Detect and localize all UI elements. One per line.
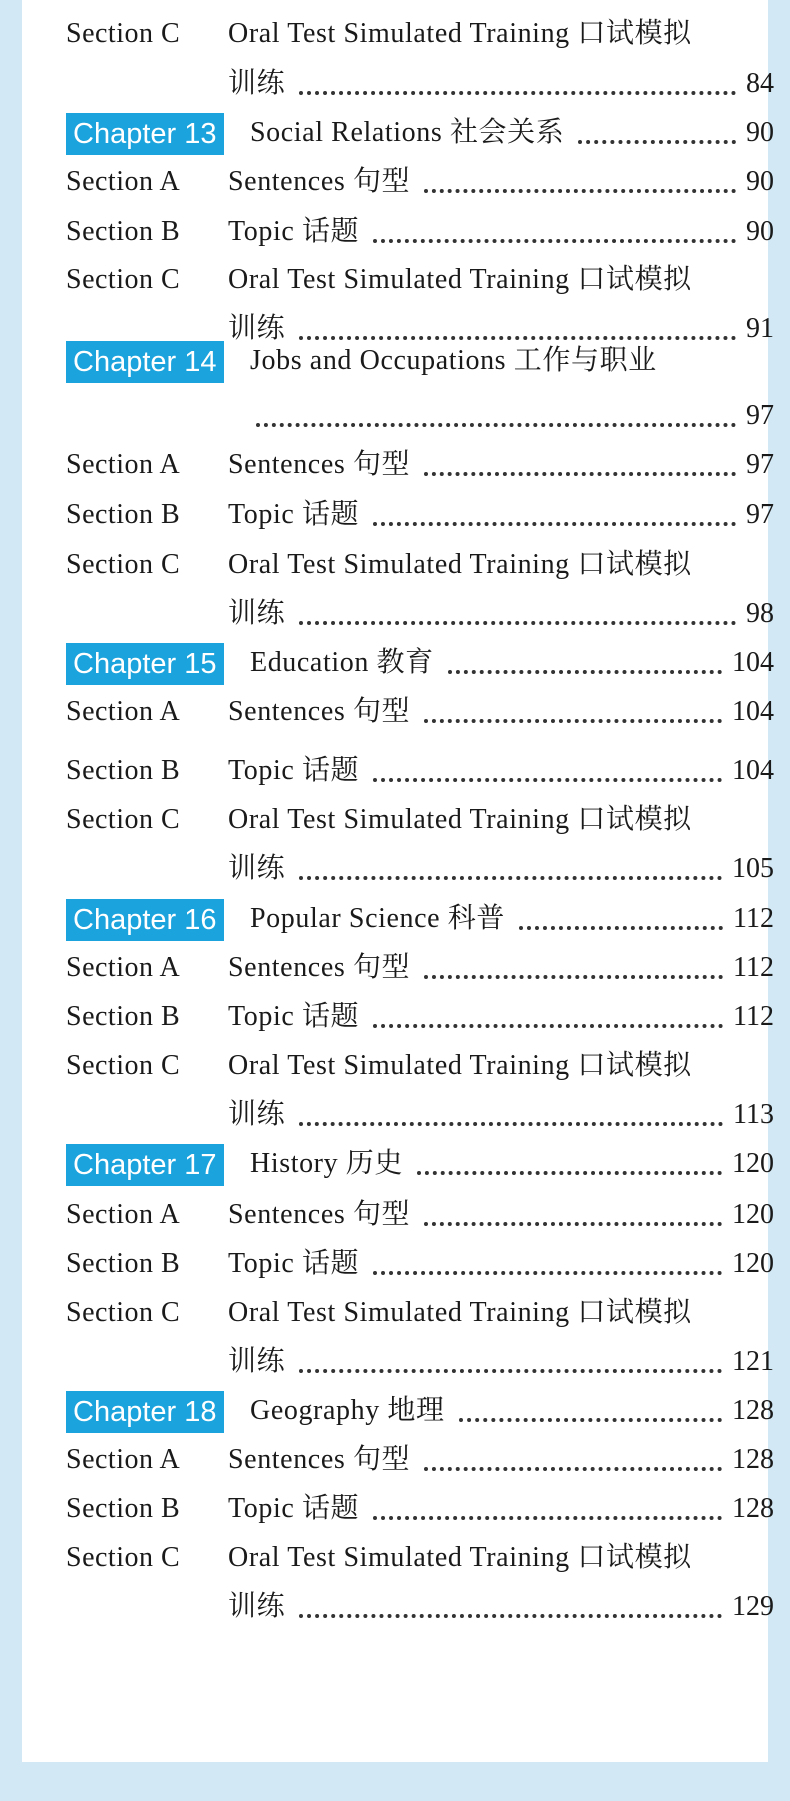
page-number: 104 bbox=[732, 696, 774, 727]
page-number: 120 bbox=[732, 1148, 774, 1179]
leader-dots bbox=[373, 239, 736, 243]
entry-title: Education 教育 bbox=[250, 647, 434, 678]
chapter-badge: Chapter 13 bbox=[66, 113, 224, 155]
section-label: Section C bbox=[66, 1542, 181, 1573]
page-number: 112 bbox=[733, 903, 774, 934]
section-label: Section C bbox=[66, 1050, 181, 1081]
entry-title: 训练 bbox=[228, 1346, 286, 1377]
chapter-badge: Chapter 15 bbox=[66, 643, 224, 685]
entry-title: Topic 话题 bbox=[228, 1493, 360, 1524]
section-label: Section B bbox=[66, 1001, 181, 1032]
entry-title: Sentences 句型 bbox=[228, 449, 411, 480]
page-number: 121 bbox=[732, 1346, 774, 1377]
leader-dots bbox=[578, 140, 736, 144]
section-label: Section A bbox=[66, 449, 181, 480]
chapter-badge: Chapter 16 bbox=[66, 899, 224, 941]
entry-title: Jobs and Occupations 工作与职业 bbox=[250, 345, 657, 376]
entry-title: Oral Test Simulated Training 口试模拟 bbox=[228, 804, 692, 835]
section-label: Section B bbox=[66, 1248, 181, 1279]
entry-title: Oral Test Simulated Training 口试模拟 bbox=[228, 1542, 692, 1573]
entry-title: History 历史 bbox=[250, 1148, 404, 1179]
entry-title: 训练 bbox=[228, 853, 286, 884]
page-number: 128 bbox=[732, 1493, 774, 1524]
page-number: 90 bbox=[746, 216, 774, 247]
chapter-badge: Chapter 18 bbox=[66, 1391, 224, 1433]
page-number: 120 bbox=[732, 1248, 774, 1279]
section-label: Section C bbox=[66, 18, 181, 49]
entry-title: Sentences 句型 bbox=[228, 166, 411, 197]
toc-row-section[interactable] bbox=[44, 687, 774, 737]
toc-row-dotsonly[interactable] bbox=[44, 391, 774, 441]
toc-row-cont[interactable] bbox=[44, 59, 774, 109]
chapter-badge: Chapter 17 bbox=[66, 1144, 224, 1186]
toc-row-section[interactable] bbox=[44, 746, 774, 796]
section-label: Section B bbox=[66, 216, 181, 247]
leader-dots bbox=[424, 719, 722, 723]
entry-title: Sentences 句型 bbox=[228, 696, 411, 727]
page-number: 105 bbox=[732, 853, 774, 884]
leader-dots bbox=[519, 926, 723, 930]
entry-title: Topic 话题 bbox=[228, 1001, 360, 1032]
page-number: 97 bbox=[746, 449, 774, 480]
page-number: 129 bbox=[732, 1591, 774, 1622]
entry-title: 训练 bbox=[228, 1591, 286, 1622]
toc-row-sectionwrap[interactable] bbox=[44, 1041, 774, 1091]
page-number: 120 bbox=[732, 1199, 774, 1230]
toc-row-section[interactable] bbox=[44, 9, 774, 59]
page-number: 84 bbox=[746, 68, 774, 99]
leader-dots bbox=[299, 1122, 723, 1126]
section-label: Section A bbox=[66, 1199, 181, 1230]
leader-dots bbox=[373, 778, 722, 782]
entry-title: Popular Science 科普 bbox=[250, 903, 505, 934]
leader-dots bbox=[299, 621, 736, 625]
section-label: Section A bbox=[66, 166, 181, 197]
toc-row-section[interactable] bbox=[44, 440, 774, 490]
entry-title: Oral Test Simulated Training 口试模拟 bbox=[228, 1297, 692, 1328]
page-number: 113 bbox=[733, 1099, 774, 1130]
leader-dots bbox=[459, 1418, 722, 1422]
entry-title: Oral Test Simulated Training 口试模拟 bbox=[228, 1050, 692, 1081]
toc-row-sectionwrap[interactable] bbox=[44, 540, 774, 590]
page-number: 97 bbox=[746, 400, 774, 431]
leader-dots bbox=[256, 423, 736, 427]
leader-dots bbox=[424, 189, 736, 193]
leader-dots bbox=[424, 472, 736, 476]
toc-row-section[interactable] bbox=[44, 1239, 774, 1289]
entry-title: Sentences 句型 bbox=[228, 952, 411, 983]
leader-dots bbox=[424, 1222, 722, 1226]
toc-row-section[interactable] bbox=[44, 1435, 774, 1485]
toc-row-section[interactable] bbox=[44, 992, 774, 1042]
leader-dots bbox=[373, 522, 736, 526]
toc-row-sectionwrap[interactable] bbox=[44, 255, 774, 305]
page-number: 90 bbox=[746, 166, 774, 197]
entry-title: 训练 bbox=[228, 313, 286, 344]
section-label: Section A bbox=[66, 696, 181, 727]
section-label: Section B bbox=[66, 755, 181, 786]
toc-row-section[interactable] bbox=[44, 490, 774, 540]
entry-title: Topic 话题 bbox=[228, 1248, 360, 1279]
leader-dots bbox=[373, 1271, 722, 1275]
leader-dots bbox=[417, 1171, 722, 1175]
toc-row-cont[interactable] bbox=[44, 1582, 774, 1632]
leader-dots bbox=[448, 670, 722, 674]
page-number: 104 bbox=[732, 755, 774, 786]
section-label: Section A bbox=[66, 1444, 181, 1475]
page-number: 112 bbox=[733, 952, 774, 983]
page-number: 98 bbox=[746, 598, 774, 629]
page-number: 90 bbox=[746, 117, 774, 148]
page-number: 91 bbox=[746, 313, 774, 344]
entry-title: Social Relations 社会关系 bbox=[250, 117, 565, 148]
page-number: 128 bbox=[732, 1395, 774, 1426]
toc-row-chapter[interactable] bbox=[44, 108, 774, 158]
entry-title: Topic 话题 bbox=[228, 499, 360, 530]
leader-dots bbox=[299, 91, 736, 95]
entry-title: Oral Test Simulated Training 口试模拟 bbox=[228, 18, 692, 49]
chapter-badge: Chapter 14 bbox=[66, 341, 224, 383]
toc-row-section[interactable] bbox=[44, 1190, 774, 1240]
toc-row-section[interactable] bbox=[44, 943, 774, 993]
entry-title: 训练 bbox=[228, 68, 286, 99]
entry-title: Oral Test Simulated Training 口试模拟 bbox=[228, 264, 692, 295]
leader-dots bbox=[373, 1024, 723, 1028]
entry-title: Sentences 句型 bbox=[228, 1199, 411, 1230]
entry-title: Topic 话题 bbox=[228, 755, 360, 786]
toc-row-cont[interactable] bbox=[44, 844, 774, 894]
toc-row-cont[interactable] bbox=[44, 589, 774, 639]
leader-dots bbox=[299, 876, 722, 880]
page-number: 97 bbox=[746, 499, 774, 530]
toc-page bbox=[22, 0, 774, 1762]
entry-title: Geography 地理 bbox=[250, 1395, 445, 1426]
section-label: Section B bbox=[66, 1493, 181, 1524]
toc-row-section[interactable] bbox=[44, 207, 774, 257]
entry-title: Topic 话题 bbox=[228, 216, 360, 247]
entry-title: Oral Test Simulated Training 口试模拟 bbox=[228, 549, 692, 580]
toc-row-chapter[interactable] bbox=[44, 638, 774, 688]
toc-row-cont[interactable] bbox=[44, 1090, 774, 1140]
toc-row-sectionwrap[interactable] bbox=[44, 795, 774, 845]
toc-row-section[interactable] bbox=[44, 157, 774, 207]
toc-row-sectionwrap[interactable] bbox=[44, 1533, 774, 1583]
toc-row-section[interactable] bbox=[44, 1484, 774, 1534]
leader-dots bbox=[424, 975, 723, 979]
page-number: 104 bbox=[732, 647, 774, 678]
page-number: 128 bbox=[732, 1444, 774, 1475]
section-label: Section A bbox=[66, 952, 181, 983]
section-label: Section C bbox=[66, 264, 181, 295]
leader-dots bbox=[424, 1467, 722, 1471]
entry-title: 训练 bbox=[228, 1099, 286, 1130]
section-label: Section C bbox=[66, 549, 181, 580]
toc-row-cont[interactable] bbox=[44, 1337, 774, 1387]
section-label: Section C bbox=[66, 1297, 181, 1328]
leader-dots bbox=[299, 1614, 722, 1618]
entry-title: Sentences 句型 bbox=[228, 1444, 411, 1475]
leader-dots bbox=[373, 1516, 722, 1520]
section-label: Section C bbox=[66, 804, 181, 835]
toc-row-chapter[interactable] bbox=[44, 1139, 774, 1189]
toc-row-chapter[interactable] bbox=[44, 1386, 774, 1436]
entry-title: 训练 bbox=[228, 598, 286, 629]
toc-row-chapterwrap[interactable] bbox=[44, 336, 774, 386]
page-number: 112 bbox=[733, 1001, 774, 1032]
leader-dots bbox=[299, 1369, 722, 1373]
toc-row-chapter[interactable] bbox=[44, 894, 774, 944]
section-label: Section B bbox=[66, 499, 181, 530]
toc-row-sectionwrap[interactable] bbox=[44, 1288, 774, 1338]
